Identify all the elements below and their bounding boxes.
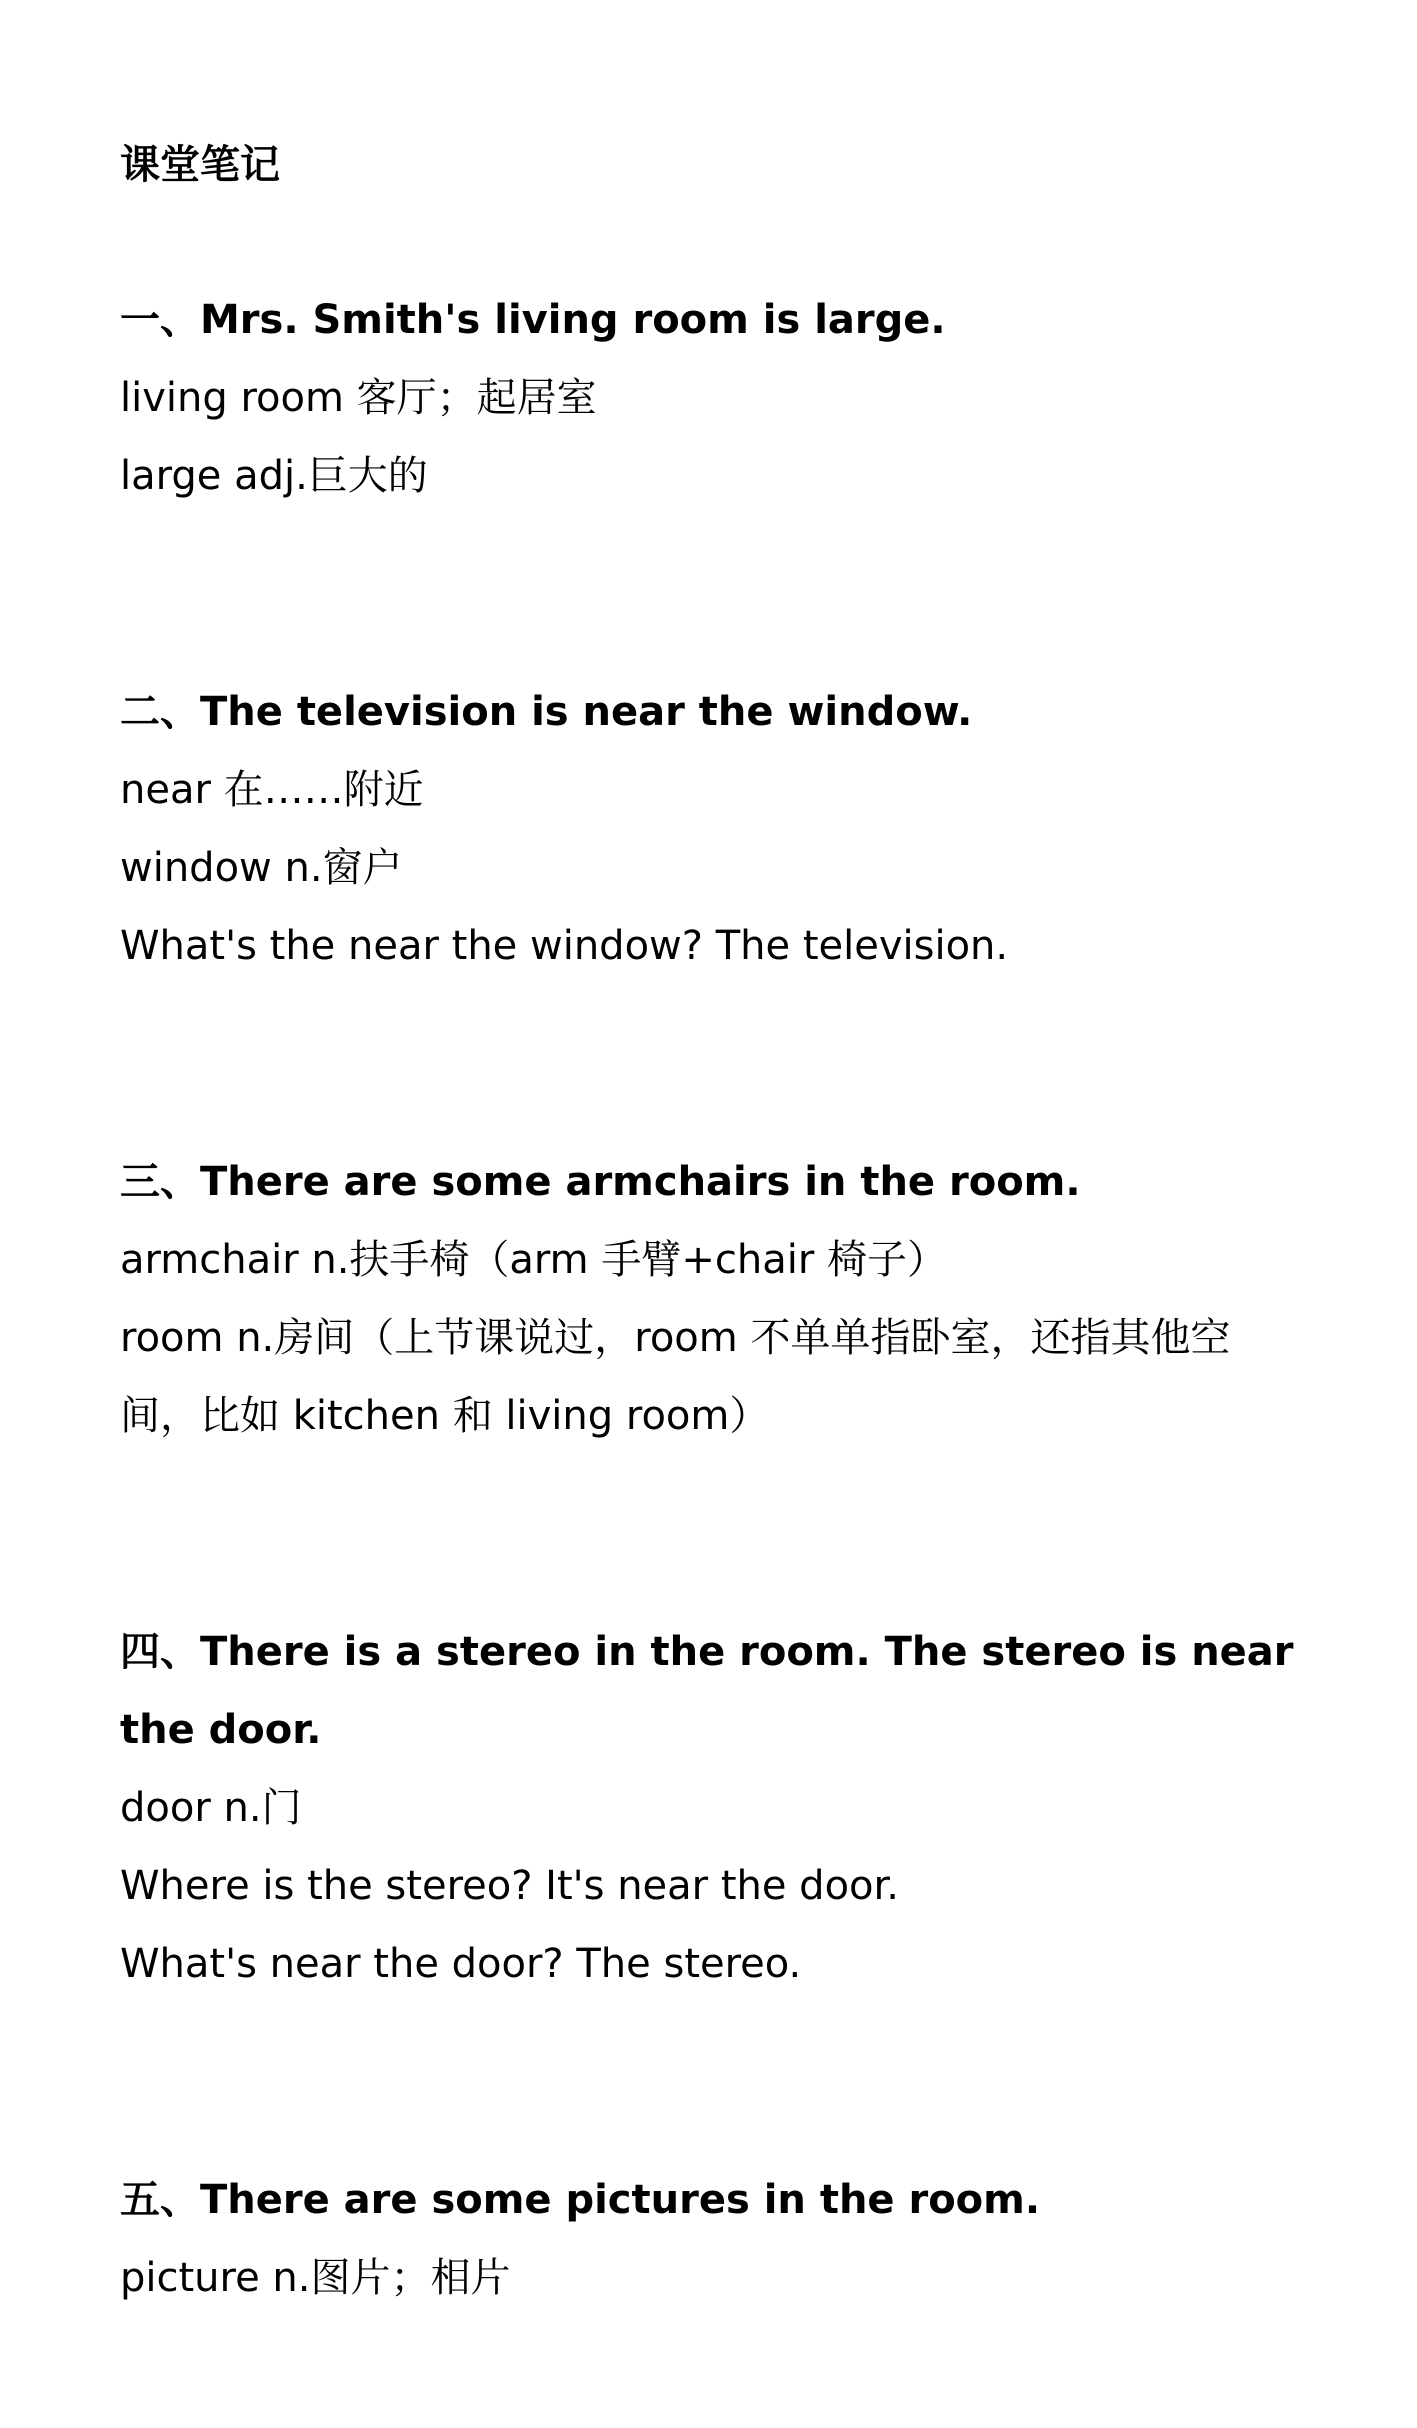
section-heading: 三、There are some armchairs in the room. [120,1159,1081,1205]
note-line: What's the near the window? The television. [120,923,1009,969]
note-line: living room 客厅；起居室 [120,375,597,421]
note-line: picture n.图片；相片 [120,2255,511,2301]
note-line: What's near the door? The stereo. [120,1941,802,1987]
note-line: Where is the stereo? It's near the door. [120,1863,900,1909]
note-section-3 [120,1143,1297,1455]
section-heading: 二、The television is near the window. [120,689,973,735]
note-line: door n.门 [120,1785,302,1831]
note-line: room n.房间（上节课说过，room 不单单指卧室，还指其他空间，比如 kitchen 和 living room） [120,1315,1231,1439]
note-section-2 [120,673,1297,985]
section-heading: 五、There are some pictures in the room. [120,2177,1041,2223]
note-line: large adj.巨大的 [120,453,428,499]
note-line: window n.窗户 [120,845,403,891]
note-section-1 [120,281,1297,515]
section-heading: 一、Mrs. Smith's living room is large. [120,297,946,343]
note-line: near 在……附近 [120,767,424,813]
note-section-5 [120,2161,1297,2317]
note-line: armchair n.扶手椅（arm 手臂+chair 椅子） [120,1237,947,1283]
note-section-4 [120,1613,1297,2003]
section-heading: 四、There is a stereo in the room. The stereo is near the door. [120,1629,1294,1753]
page-title: 课堂笔记 [120,142,280,188]
